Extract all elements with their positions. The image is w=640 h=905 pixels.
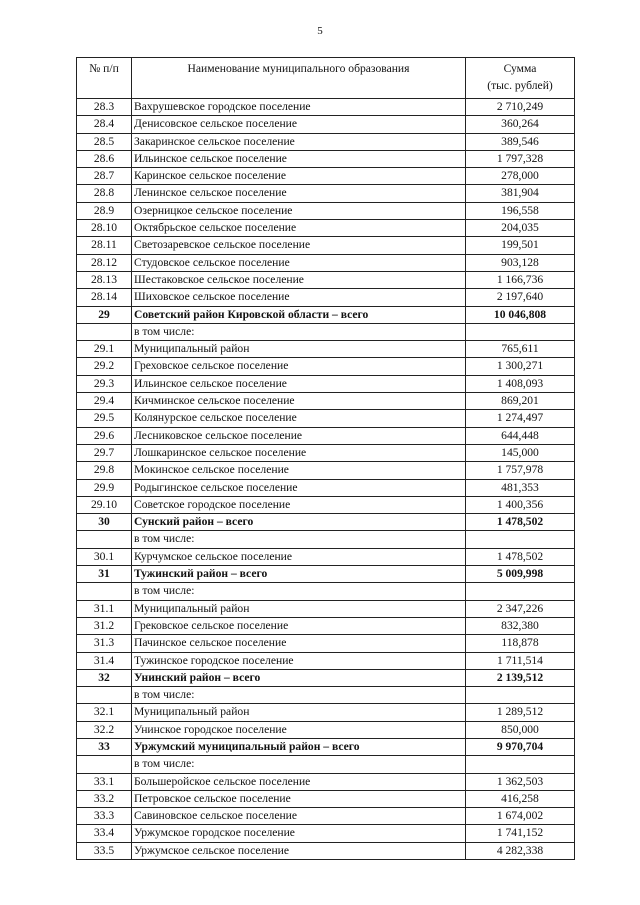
table-row (77, 600, 575, 617)
row-sum: 278,000 (466, 168, 575, 185)
table-row (77, 393, 575, 410)
row-sum (466, 323, 575, 340)
row-sum: 832,380 (466, 617, 575, 634)
row-name: Курчумское сельское поселение (132, 548, 466, 565)
row-sum: 381,904 (466, 185, 575, 202)
row-number (77, 756, 132, 773)
row-number (77, 583, 132, 600)
row-sum: 1 300,271 (466, 358, 575, 375)
row-sum: 1 478,502 (466, 514, 575, 531)
row-name: Муниципальный район (132, 341, 466, 358)
header-sum-line1: Сумма (503, 62, 537, 75)
table-row (77, 99, 575, 116)
table-row (77, 635, 575, 652)
row-number: 29.9 (77, 479, 132, 496)
row-sum: 2 139,512 (466, 669, 575, 686)
table-row (77, 514, 575, 531)
row-sum: 204,035 (466, 220, 575, 237)
row-name: Денисовское сельское поселение (132, 116, 466, 133)
row-number: 28.14 (77, 289, 132, 306)
row-name: Лошкаринское сельское поселение (132, 444, 466, 461)
row-number: 31.3 (77, 635, 132, 652)
row-sum: 199,501 (466, 237, 575, 254)
row-sum: 1 674,002 (466, 808, 575, 825)
row-name: в том числе: (132, 531, 466, 548)
row-sum (466, 756, 575, 773)
table-row (77, 479, 575, 496)
row-sum: 360,264 (466, 116, 575, 133)
row-sum: 1 400,356 (466, 496, 575, 513)
row-number: 29.6 (77, 427, 132, 444)
row-sum: 1 362,503 (466, 773, 575, 790)
row-name: Сунский район – всего (132, 514, 466, 531)
row-number: 29.3 (77, 375, 132, 392)
table-row (77, 116, 575, 133)
table-row (77, 289, 575, 306)
row-number: 29.8 (77, 462, 132, 479)
table-row (77, 462, 575, 479)
row-sum (466, 531, 575, 548)
row-sum (466, 687, 575, 704)
row-name: Унинский район – всего (132, 669, 466, 686)
header-num: № п/п (77, 58, 132, 99)
table-row (77, 687, 575, 704)
row-sum: 765,611 (466, 341, 575, 358)
row-name: Тужинский район – всего (132, 566, 466, 583)
table-row (77, 358, 575, 375)
row-name: Родыгинское сельское поселение (132, 479, 466, 496)
table-row (77, 548, 575, 565)
row-sum: 1 289,512 (466, 704, 575, 721)
table-row (77, 669, 575, 686)
row-number: 33.4 (77, 825, 132, 842)
row-name: Большеройское сельское поселение (132, 773, 466, 790)
row-sum: 1 166,736 (466, 271, 575, 288)
row-number: 30.1 (77, 548, 132, 565)
row-sum: 481,353 (466, 479, 575, 496)
page-number: 5 (317, 25, 323, 37)
table-row (77, 704, 575, 721)
table-row (77, 254, 575, 271)
table-row (77, 531, 575, 548)
row-name: Муниципальный район (132, 704, 466, 721)
row-sum: 1 741,152 (466, 825, 575, 842)
row-name: Ленинское сельское поселение (132, 185, 466, 202)
row-number: 28.9 (77, 202, 132, 219)
row-number: 28.3 (77, 99, 132, 116)
row-name: Студовское сельское поселение (132, 254, 466, 271)
row-number: 28.11 (77, 237, 132, 254)
table-row (77, 583, 575, 600)
row-number: 33.5 (77, 842, 132, 859)
row-sum: 416,258 (466, 790, 575, 807)
header-sum-line2: (тыс. рублей) (487, 79, 553, 92)
row-name: Савиновское сельское поселение (132, 808, 466, 825)
row-number: 29.2 (77, 358, 132, 375)
row-name: Уржумское сельское поселение (132, 842, 466, 859)
table-row (77, 220, 575, 237)
table-row (77, 133, 575, 150)
row-number: 33.3 (77, 808, 132, 825)
row-name: Уржумский муниципальный район – всего (132, 738, 466, 755)
table-row (77, 756, 575, 773)
row-name: Греховское сельское поселение (132, 358, 466, 375)
row-sum: 1 478,502 (466, 548, 575, 565)
table-row (77, 341, 575, 358)
table-row (77, 237, 575, 254)
table-row (77, 271, 575, 288)
row-sum: 145,000 (466, 444, 575, 461)
row-name: Лесниковское сельское поселение (132, 427, 466, 444)
table-row (77, 721, 575, 738)
row-number: 28.10 (77, 220, 132, 237)
table-row (77, 375, 575, 392)
row-sum: 4 282,338 (466, 842, 575, 859)
row-number (77, 531, 132, 548)
row-sum: 1 757,978 (466, 462, 575, 479)
row-name: в том числе: (132, 583, 466, 600)
row-sum: 9 970,704 (466, 738, 575, 755)
row-number: 29.5 (77, 410, 132, 427)
table-row (77, 444, 575, 461)
table-row (77, 168, 575, 185)
row-name: Мокинское сельское поселение (132, 462, 466, 479)
row-number: 33.2 (77, 790, 132, 807)
table-row (77, 842, 575, 859)
row-number: 28.4 (77, 116, 132, 133)
row-sum: 850,000 (466, 721, 575, 738)
table-body (77, 99, 575, 860)
row-number: 28.8 (77, 185, 132, 202)
row-name: Закаринское сельское поселение (132, 133, 466, 150)
row-number: 32.2 (77, 721, 132, 738)
row-number: 31.1 (77, 600, 132, 617)
row-sum: 118,878 (466, 635, 575, 652)
row-name: Унинское городское поселение (132, 721, 466, 738)
row-sum: 5 009,998 (466, 566, 575, 583)
table-row (77, 808, 575, 825)
row-name: Ильинское сельское поселение (132, 375, 466, 392)
row-sum (466, 583, 575, 600)
row-number: 29.4 (77, 393, 132, 410)
row-name: Шиховское сельское поселение (132, 289, 466, 306)
row-sum: 1 797,328 (466, 150, 575, 167)
table-row (77, 202, 575, 219)
row-number: 28.5 (77, 133, 132, 150)
row-name: Грековское сельское поселение (132, 617, 466, 634)
row-sum: 196,558 (466, 202, 575, 219)
row-sum: 644,448 (466, 427, 575, 444)
row-number: 28.7 (77, 168, 132, 185)
table-row (77, 773, 575, 790)
row-name: Октябрьское сельское поселение (132, 220, 466, 237)
row-number: 29.7 (77, 444, 132, 461)
table-row (77, 410, 575, 427)
row-name: Ильинское сельское поселение (132, 150, 466, 167)
row-name: Пачинское сельское поселение (132, 635, 466, 652)
row-sum: 903,128 (466, 254, 575, 271)
row-name: Уржумское городское поселение (132, 825, 466, 842)
row-name: в том числе: (132, 756, 466, 773)
row-name: Озерницкое сельское поселение (132, 202, 466, 219)
row-number: 29.10 (77, 496, 132, 513)
row-number: 31.2 (77, 617, 132, 634)
row-name: Тужинское городское поселение (132, 652, 466, 669)
row-number: 28.12 (77, 254, 132, 271)
row-name: Петровское сельское поселение (132, 790, 466, 807)
row-number: 33.1 (77, 773, 132, 790)
row-number: 29.1 (77, 341, 132, 358)
allocation-table (76, 57, 575, 860)
header-sum (466, 58, 575, 99)
table-row (77, 323, 575, 340)
table-row (77, 790, 575, 807)
row-number: 33 (77, 738, 132, 755)
row-number: 28.6 (77, 150, 132, 167)
table-row (77, 150, 575, 167)
table-row (77, 306, 575, 323)
row-name: Муниципальный район (132, 600, 466, 617)
row-name: в том числе: (132, 687, 466, 704)
table-row (77, 566, 575, 583)
table-row (77, 652, 575, 669)
table-row (77, 427, 575, 444)
row-sum: 2 197,640 (466, 289, 575, 306)
row-number: 29 (77, 306, 132, 323)
row-number: 28.13 (77, 271, 132, 288)
table-row (77, 185, 575, 202)
row-name: Советский район Кировской области – всего (132, 306, 466, 323)
row-number: 31 (77, 566, 132, 583)
row-number: 32.1 (77, 704, 132, 721)
header-name: Наименование муниципального образования (132, 58, 466, 99)
table-row (77, 617, 575, 634)
row-number (77, 323, 132, 340)
row-name: Советское городское поселение (132, 496, 466, 513)
row-number: 32 (77, 669, 132, 686)
table-row (77, 496, 575, 513)
row-number: 30 (77, 514, 132, 531)
table-row (77, 825, 575, 842)
table-header-row (77, 58, 575, 99)
row-sum: 869,201 (466, 393, 575, 410)
row-name: Колянурское сельское поселение (132, 410, 466, 427)
row-number: 31.4 (77, 652, 132, 669)
row-name: Кичминское сельское поселение (132, 393, 466, 410)
row-sum: 2 347,226 (466, 600, 575, 617)
row-name: Каринское сельское поселение (132, 168, 466, 185)
row-sum: 10 046,808 (466, 306, 575, 323)
row-name: в том числе: (132, 323, 466, 340)
row-name: Светозаревское сельское поселение (132, 237, 466, 254)
row-name: Шестаковское сельское поселение (132, 271, 466, 288)
row-name: Вахрушевское городское поселение (132, 99, 466, 116)
row-sum: 2 710,249 (466, 99, 575, 116)
row-sum: 389,546 (466, 133, 575, 150)
row-sum: 1 711,514 (466, 652, 575, 669)
row-sum: 1 408,093 (466, 375, 575, 392)
table-row (77, 738, 575, 755)
row-number (77, 687, 132, 704)
row-sum: 1 274,497 (466, 410, 575, 427)
